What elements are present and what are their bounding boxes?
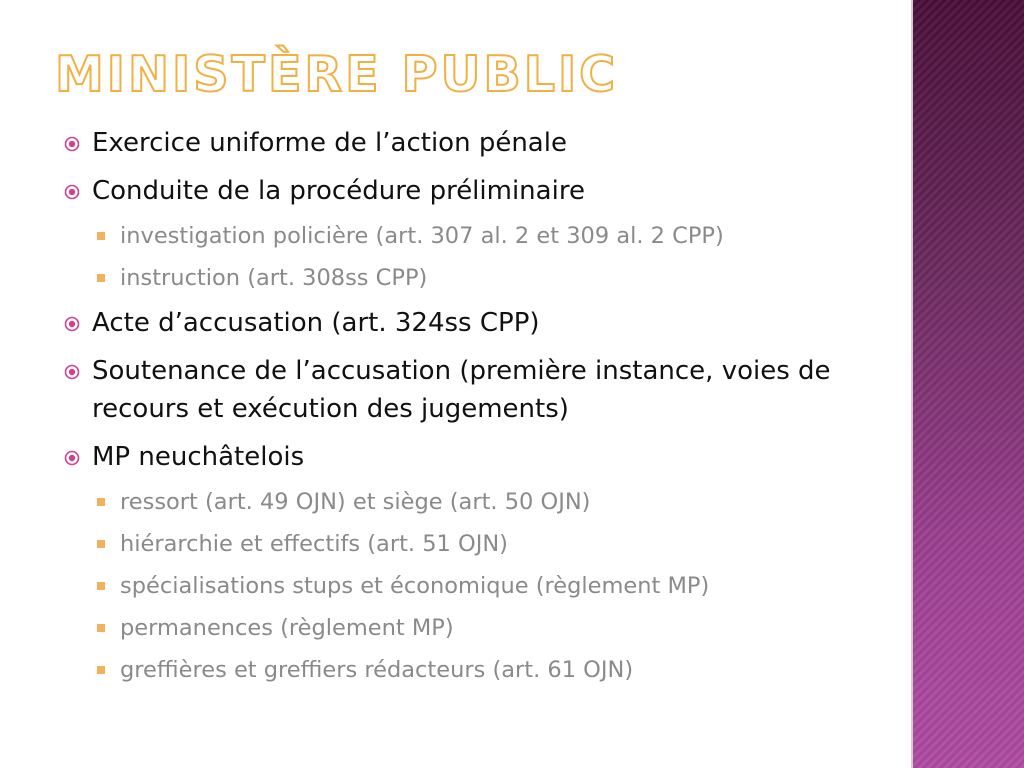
sub-bullet-text: hiérarchie et effectifs (art. 51 OJN) (120, 531, 508, 557)
bullet-item (62, 124, 902, 162)
sub-bullet-text: greffières et greffiers rédacteurs (art. 61 OJN) (120, 657, 634, 683)
square-bullet-icon (97, 232, 105, 240)
sub-bullet-text: ressort (art. 49 OJN) et siège (art. 50 OJN) (120, 489, 591, 515)
sub-bullet-item (62, 487, 902, 518)
sub-bullet-item (62, 571, 902, 602)
decorative-side-panel (913, 0, 1024, 768)
bullet-list (62, 124, 902, 686)
circled-dot-bullet-icon (64, 184, 80, 200)
bullet-text: Exercice uniforme de l’action pénale (92, 128, 567, 158)
sub-bullet-item (62, 221, 902, 252)
bullet-item (62, 304, 902, 342)
bullet-text: MP neuchâtelois (92, 442, 305, 472)
square-bullet-icon (97, 624, 105, 632)
square-bullet-icon (97, 274, 105, 282)
bullet-item (62, 172, 902, 210)
circled-dot-bullet-icon (64, 316, 80, 332)
sub-bullet-item (62, 613, 902, 644)
sub-bullet-item (62, 263, 902, 294)
bullet-item (62, 352, 902, 428)
sub-bullet-text: investigation policière (art. 307 al. 2 et 309 al. 2 CPP) (120, 223, 724, 249)
circled-dot-bullet-icon (64, 364, 80, 380)
circled-dot-bullet-icon (64, 450, 80, 466)
slide-title: MINISTÈRE PUBLIC (55, 46, 619, 103)
circled-dot-bullet-icon (64, 136, 80, 152)
sub-bullet-text: permanences (règlement MP) (120, 615, 454, 641)
square-bullet-icon (97, 666, 105, 674)
bullet-text: Conduite de la procédure préliminaire (92, 176, 585, 206)
bullet-text: Soutenance de l’accusation (première instance, voies de recours et exécution des jugements) (92, 356, 831, 424)
square-bullet-icon (97, 582, 105, 590)
square-bullet-icon (97, 498, 105, 506)
bullet-item (62, 438, 902, 476)
sub-bullet-text: instruction (art. 308ss CPP) (120, 265, 428, 291)
sub-bullet-item (62, 529, 902, 560)
square-bullet-icon (97, 540, 105, 548)
sub-bullet-text: spécialisations stups et économique (règlement MP) (120, 573, 710, 599)
bullet-text: Acte d’accusation (art. 324ss CPP) (92, 308, 540, 338)
sub-bullet-item (62, 655, 902, 686)
